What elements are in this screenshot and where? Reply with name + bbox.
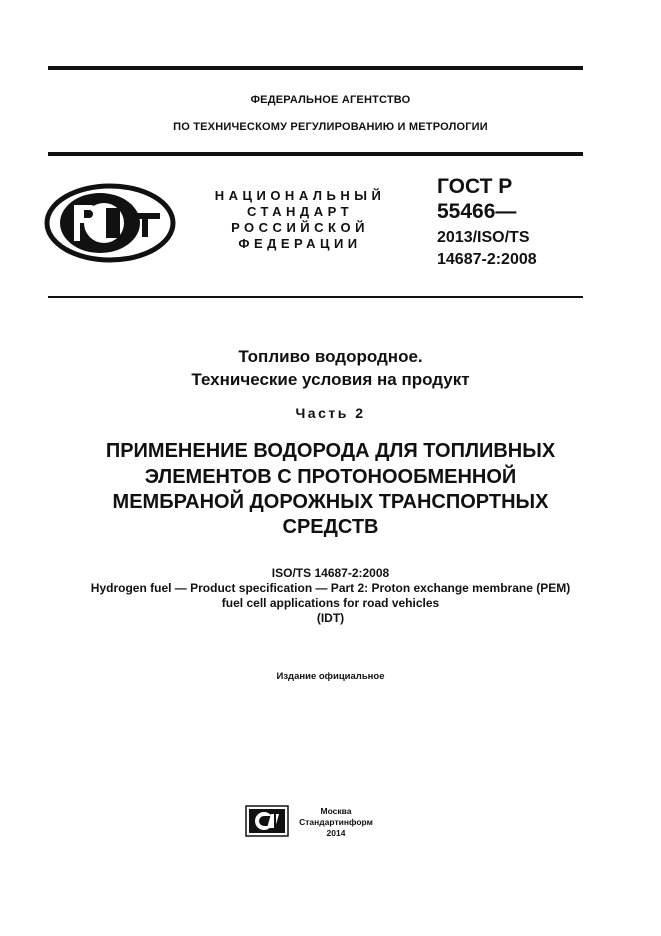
main-title-line: ПРИМЕНЕНИЕ ВОДОРОДА ДЛЯ ТОПЛИВНЫХ [105, 440, 556, 462]
gost-r-logo-icon [44, 183, 176, 263]
designation-line: 14687-2:2008 [437, 250, 537, 268]
designation-line: 2013/ISO/TS [437, 229, 530, 247]
publisher-info [296, 806, 376, 839]
english-line: ISO/TS 14687-2:2008 [271, 566, 390, 580]
standartinform-logo-icon [245, 805, 289, 837]
header-rule [48, 152, 583, 156]
designation-line: ГОСТ Р [437, 175, 513, 198]
agency-line-1: ФЕДЕРАЛЬНОЕ АГЕНТСТВО [250, 94, 411, 106]
designation-line: 55466— [437, 200, 517, 224]
title-line-1: Топливо водородное. [238, 347, 423, 366]
standard-type-line: НАЦИОНАЛЬНЫЙ [214, 188, 386, 203]
standard-type-line: ФЕДЕРАЦИИ [238, 236, 362, 251]
standard-designation [437, 174, 537, 269]
top-rule [48, 66, 583, 70]
english-line: (IDT) [316, 611, 345, 625]
main-title-line: СРЕДСТВ [282, 516, 379, 538]
main-title-line: МЕМБРАНОЙ ДОРОЖНЫХ ТРАНСПОРТНЫХ [112, 491, 549, 513]
standard-type-line: РОССИЙСКОЙ [231, 220, 369, 235]
publisher-city: Москва [320, 806, 352, 816]
title-line-2: Технические условия на продукт [191, 370, 470, 389]
edition-label: Издание официальное [276, 671, 385, 682]
part-label: Часть 2 [295, 405, 366, 421]
agency-line-2: ПО ТЕХНИЧЕСКОМУ РЕГУЛИРОВАНИЮ И МЕТРОЛОГИИ [173, 121, 488, 133]
standard-type [200, 188, 400, 252]
publisher-year: 2014 [326, 828, 346, 838]
publisher-name: Стандартинформ [299, 817, 373, 827]
main-title-line: ЭЛЕМЕНТОВ С ПРОТОНООБМЕННОЙ [144, 466, 517, 488]
standard-type-line: СТАНДАРТ [246, 204, 354, 219]
english-line: Hydrogen fuel — Product specification — Part 2: Proton exchange membrane (PEM) [90, 581, 571, 595]
title-rule [48, 296, 583, 298]
english-line: fuel cell applications for road vehicles [221, 596, 440, 610]
